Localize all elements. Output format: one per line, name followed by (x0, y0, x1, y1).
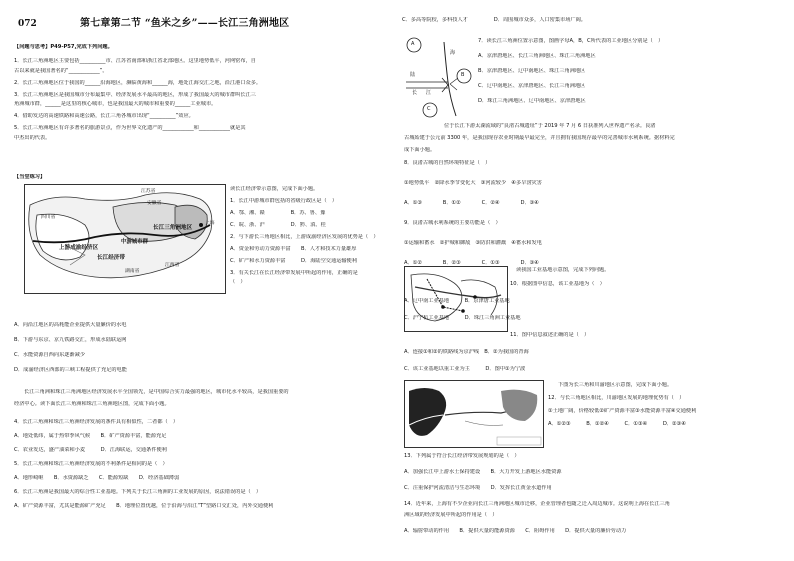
question-line: ①土地广阔，价格较低②矿产资源丰富③水能资源丰富④交通便利 (548, 408, 697, 415)
preview-heading: 【问题与思考】P49-P57,完成下列问题。 (14, 44, 113, 50)
question-line: 8．良渚古城的自然环境特征是（ ） (404, 160, 491, 166)
title-row (10, 16, 394, 32)
passage-line: 长江三角洲和珠江三角洲地区经济发展水平全国领先，是中国综合实力最强的地区，城市化水平较高，是我国重要的 (24, 389, 289, 395)
question-line: A．辐射带动的作用 B．提供大量的能源资源 C．阻碍作用 D．提供大量的廉价劳动力 (404, 528, 627, 535)
questions-10-11 (510, 267, 788, 295)
question-line: A．辽中南工业基地 B．京津唐工业基地 (404, 298, 510, 304)
preview-line: 5．长江三角洲地区有许多著名的旅游景点，作为世界文化遗产的____________和____________就是其 (14, 125, 246, 132)
option-line: D．成渝经济区西部的三峡工程提供了充足的电能 (14, 367, 127, 374)
question-line: A．鄂、湘、赣 B．苏、鲁、豫 (230, 210, 326, 217)
passage-line: 古城始建于公元前 3300 年，是我国现存农业时期最早最完全，并且拥有我国现存最早的完善城市水利系统。据材料完 (404, 135, 675, 142)
loc-label: C (427, 106, 431, 112)
question-block-4-6 (14, 419, 394, 510)
passage (14, 389, 394, 408)
liangzhu-passage (404, 123, 788, 154)
question-line: 12．与长三角地区相比，川渝地区发展的地理优势有（ ） (548, 395, 685, 402)
questions-10-11-opts (404, 298, 788, 373)
question-line: A．加强长江中上游水土保持建设 B．大力开发上游地区水能资源 (404, 469, 562, 476)
question-line: C．该工业基地以重工业为主 D．图中①为宁波 (404, 366, 526, 373)
question-line: A．资金和劳动力资源丰富 B．人才和技术力量雄厚 (230, 246, 357, 253)
loc-label: 陆 (410, 72, 416, 78)
passage-line: 成下面小题。 (404, 147, 436, 154)
preview-line: 1．长江三角洲地区主要包括__________市、江苏省南部和浙江省北部地区。这里地势低平，河网密布，自 (14, 58, 256, 64)
question-line: 4．长江三角洲和珠江三角洲经济发展的条件具有相似性，二者都（ ） (14, 419, 179, 425)
preview-line: 角洲城市群，______是这里的核心城市，也是我国最大的城市和重要的______工业城市。 (14, 101, 217, 108)
questions-8-9 (404, 160, 788, 267)
map-label: 江苏省 (141, 189, 156, 194)
question-line: 9．良渚古城水利系统的主要功能是（ ） (404, 220, 501, 227)
top-options-line: C．多高等院校，多科技人才 D．周围城市众多，人口密集市场广阔。 (402, 17, 586, 23)
question-line: C．皖、浙、沪 D．黔、滇、桂 (230, 222, 326, 229)
preview-line: 2．长江三角洲地区位于我国的______沿海地区，濒临黄海和______海，地处江海交汇之地，沿江港口众多。 (14, 79, 262, 86)
loc-label: 长 (412, 90, 418, 96)
yangtze-chuanyu-map (404, 380, 544, 448)
preview-questions (14, 58, 394, 142)
passage-line: 经济中心。读下面长江三角洲和珠江三角洲地区图，完成下面小题。 (14, 401, 170, 408)
preview-line: 古以来就是我国著名的“____________”。 (14, 67, 108, 74)
question-line: C．注重保护河流清洁与生态环境 D．发挥长江黄金水道作用 (404, 485, 552, 492)
question-line: C．矿产和水力资源丰富 D．海陆空交通运输便利 (230, 258, 357, 265)
question-line: 13．下列属于符合长江经济带发展规划的是（ ） (404, 453, 520, 459)
loc-label: 江 (426, 90, 432, 96)
preview-line: 4．借助发达的高速铁路和高速公路，长江三角各城市出现“__________”效应。 (14, 113, 194, 120)
practice-heading: 【当堂练习】 (14, 174, 46, 180)
passage-line: 位于长江下游太湖流域的“良渚古城遗址”于 2019 年 7 月 6 日获准列入世界遗产名录。良渚 (444, 123, 656, 129)
question-line: 7．读长江三角洲位置示意图，图画字母A，B，C所代表的工业地区分别是（ ） (478, 38, 664, 44)
question-line: 读长江经济带示意图，完成下面小题。 (230, 186, 319, 192)
loc-label: 海 (450, 50, 456, 56)
loc-label: B (461, 72, 465, 78)
question-line: 10．根据图中信息，该工业基地为（ ） (510, 281, 605, 288)
question-line: （ ） (230, 279, 246, 286)
option-line: A．向沿江地区的高耗能企业提供大量廉价的水电 (14, 322, 127, 328)
map-label: 江西省 (165, 263, 180, 268)
question-line: A．连接①和②的铁路线为京沪线 B．②为我国的青海 (404, 349, 529, 356)
questions-13-14 (404, 453, 788, 535)
yangtze-economic-belt-map (24, 184, 226, 294)
question-line: 6．长江三角洲是我国最大的综合性工业基地。下列关于长江三角洲的工业发展的原因，说法错误的是（ ） (14, 489, 262, 496)
question-line: ①地势低平 ②降水季节变化大 ③河流较少 ④多旱涝灾害 (404, 180, 542, 187)
map-label: 长江三角洲地区 (153, 225, 193, 231)
question-7 (478, 38, 788, 105)
question-12-head (548, 382, 788, 428)
question-line: 3．有关长江在长江经济带发展中所起的作用，正确的是 (230, 270, 358, 277)
loc-label: A (411, 41, 415, 47)
question-3-options (14, 322, 394, 374)
location-diagram (402, 36, 482, 120)
map-label: 长江经济带 (97, 255, 125, 261)
option-line: C．水能资源自西向东逐渐减少 (14, 352, 86, 359)
map-label: 四川省 (41, 215, 56, 220)
question-line: 读我国工业基地示意图，完成下列问题。 (516, 267, 610, 273)
question-line: A．①③ B．①② C．②④ D．③④ (404, 200, 539, 207)
question-line: 5．长江三角洲和珠江三角洲经济发展的不利条件是相同的是（ ） (14, 461, 168, 468)
question-line: A．地处低纬，属于热带季风气候 B．矿产资源丰富，能源充足 (14, 433, 167, 440)
option-line: B．下游与东京、京九铁路交汇，形成水陆联运网 (14, 337, 127, 344)
map-label: 安徽省 (147, 201, 162, 206)
question-line: C．辽中南地区、京津唐地区、长江三角洲地区 (478, 83, 586, 90)
question-line: 洲区域的经济发展中所起的作用是（ ） (404, 512, 498, 519)
question-line: ①运输和蓄水 ②护城和御敌 ③防洪和灌溉 ④蓄水和发电 (404, 240, 542, 247)
map-label: 湖南省 (125, 269, 140, 274)
question-line: B．京津唐地区、辽中南地区、珠江三角洲地区 (478, 68, 586, 75)
question-line: A．矿产资源丰富，尤其是能源矿产充足 B．地理位置优越，位于沿海与沿江“T”型路口交汇处，内外交通便利 (14, 503, 274, 510)
page-title: 第七章第二节 “鱼米之乡”——长江三角洲地区 (80, 18, 290, 29)
question-block-1-3 (230, 186, 394, 286)
preview-line: 3．长江三角洲地区是我国城市分布最集中、经济发展水平最高的地区，形成了我国最大的城市群叫长江三 (14, 91, 256, 98)
preview-line: 中杰出的代表。 (14, 134, 51, 141)
map-label: 上海 (205, 221, 215, 226)
question-line: C．农业发达，盛产油菜和小麦 D．江海联运，交通条件便利 (14, 447, 167, 454)
question-line: A．地形崎岖 B．水资源缺乏 C．能源短缺 D．经济基础薄弱 (14, 475, 180, 482)
question-line: 11．图中信息叙述正确的是（ ） (510, 332, 590, 339)
question-line: C．沪宁杭工业基地 D．珠江三角洲工业基地 (404, 315, 521, 322)
question-line: D．珠江三角洲地区、辽中南地区、京津唐地区 (478, 98, 586, 105)
question-line: 2．与下游长三角地区相比，上游成渝经济区发展的优势是（ ） (230, 234, 379, 241)
question-line: A．①②③ B．①②④ C．①③④ D．②③④ (548, 421, 686, 428)
question-line: 1．长江中游城市群包括的省级行政区是（ ） (230, 198, 338, 205)
doc-number: 072 (18, 19, 37, 29)
question-line: A．京津唐地区、长江三角洲地区、珠江三角洲地区 (478, 53, 596, 60)
map-label: 中游城市群 (121, 239, 148, 245)
question-line: 下图为长三角和川渝地区示意图，完成下面小题。 (558, 382, 673, 388)
map-label: 上游成渝经济区 (59, 245, 99, 251)
question-line: A．①② B．②③ C．①③ D．③④ (404, 260, 539, 267)
question-line: 14．近年来，上海有不少企业向长江三角洲地区城市迁移，企业管理者也随之迁入周边城市。这说明上海在长江三角 (404, 501, 670, 508)
